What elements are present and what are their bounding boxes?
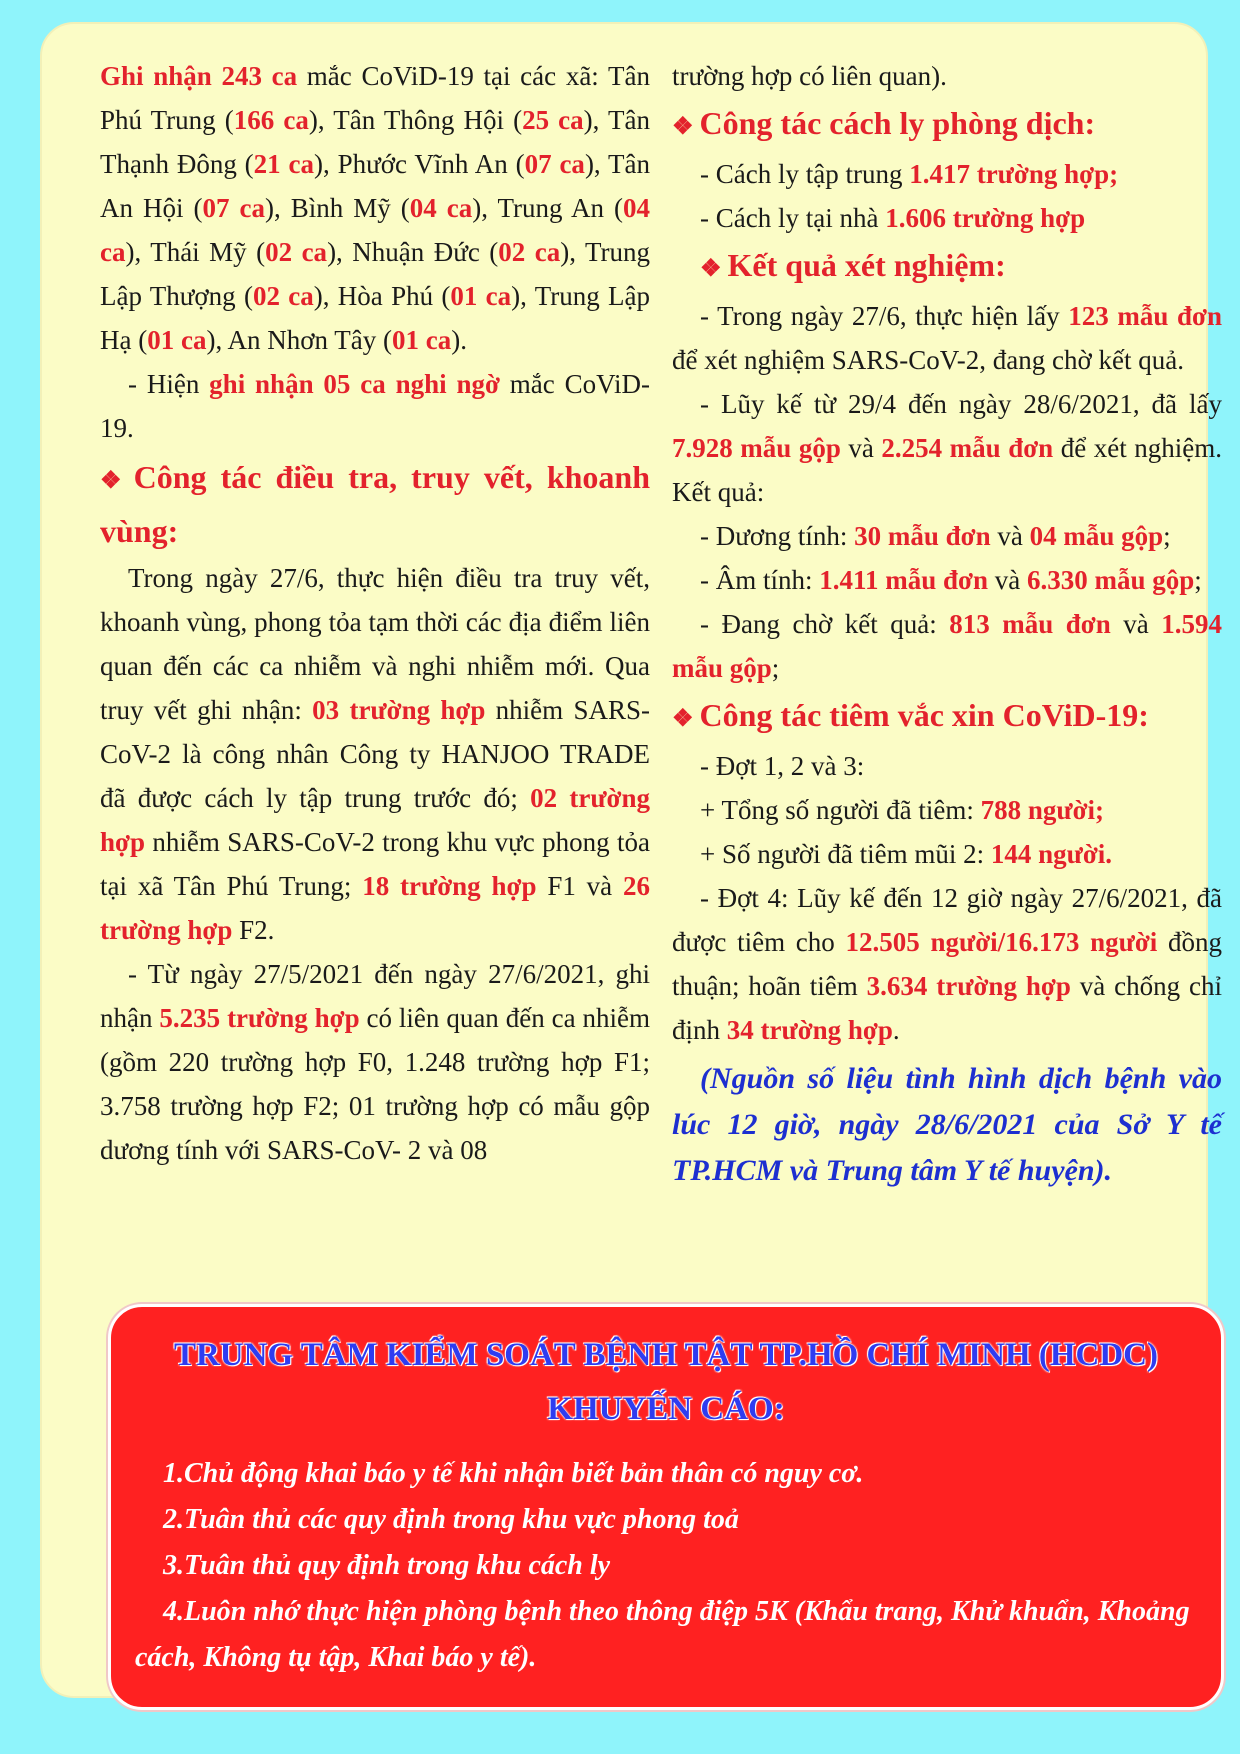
diamond-bullet-icon: ❖ — [100, 468, 128, 494]
hcdc-recommendation-box — [108, 1304, 1224, 1710]
right-column — [672, 54, 1222, 1194]
investigation-paragraph: Trong ngày 27/6, thực hiện điều tra truy vết, khoanh vùng, phong tỏa tạm thời các địa điểm liên quan đến các ca nhiễm và nghi nhiễm mới. Qua truy vết ghi nhận: 03 trường hợp nhiễm SARS-CoV-2 là công nhân Công ty HANJOO TRADE đã được cách ly tập trung trước đó; 02 trường hợp nhiễm SARS-CoV-2 trong khu vực phong tỏa tại xã Tân Phú Trung; 18 trường hợp F1 và 26 trường hợp F2. — [100, 563, 650, 945]
diamond-bullet-icon: ❖ — [700, 256, 722, 282]
content-sheet — [40, 22, 1223, 1698]
test-cumulative: - Lũy kế từ 29/4 đến ngày 28/6/2021, đã lấy 7.928 mẫu gộp và 2.254 mẫu đơn để xét nghiệm. Kết quả: — [672, 389, 1222, 507]
heading-investigation: ❖ Công tác điều tra, truy vết, khoanh vùng: — [100, 459, 651, 549]
alert-subtitle: KHUYẾN CÁO: — [547, 1391, 785, 1427]
vaccination-rounds: - Đợt 1, 2 và 3: — [700, 751, 865, 781]
alert-title: TRUNG TÂM KIỂM SOÁT BỆNH TẬT TP.HỒ CHÍ MINH (HCDC) — [173, 1337, 1159, 1373]
test-negative: - Âm tính: 1.411 mẫu đơn và 6.330 mẫu gộp; — [700, 565, 1202, 595]
cases-paragraph: Ghi nhận 243 ca mắc CoViD-19 tại các xã: Tân Phú Trung (166 ca), Tân Thông Hội (25 ca), Tân Thạnh Đông (21 ca), Phước Vĩnh An (07 ca), Tân An Hội (07 ca), Bình Mỹ (04 ca), Trung An (04 ca), Thái Mỹ (02 ca), Nhuận Đức (02 ca), Trung Lập Thượng (02 ca), Hòa Phú (01 ca), Trung Lập Hạ (01 ca), An Nhơn Tây (01 ca). — [100, 61, 651, 355]
recommendation-item: 3.Tuân thủ quy định trong khu cách ly — [163, 1550, 611, 1581]
diamond-bullet-icon: ❖ — [672, 114, 694, 140]
source-note: (Nguồn số liệu tình hình dịch bệnh vào lúc 12 giờ, ngày 28/6/2021 của Sở Y tế TP.HCM và Trung tâm Y tế huyện). — [672, 1062, 1222, 1187]
heading-vaccination: ❖ Công tác tiêm vắc xin CoViD-19: — [672, 697, 1149, 733]
recommendation-item: 2.Tuân thủ các quy định trong khu vực phong toả — [163, 1504, 739, 1535]
test-positive: - Dương tính: 30 mẫu đơn và 04 mẫu gộp; — [700, 521, 1171, 551]
heading-isolation: ❖ Công tác cách ly phòng dịch: — [672, 105, 1096, 141]
recommendation-item: 1.Chủ động khai báo y tế khi nhận biết bản thân có nguy cơ. — [163, 1458, 864, 1489]
test-today: - Trong ngày 27/6, thực hiện lấy 123 mẫu đơn để xét nghiệm SARS-CoV-2, đang chờ kết quả. — [672, 301, 1222, 375]
isolation-home: - Cách ly tại nhà 1.606 trường hợp — [700, 203, 1086, 233]
vaccination-dose2: + Số người đã tiêm mũi 2: 144 người. — [700, 839, 1113, 869]
diamond-bullet-icon: ❖ — [672, 706, 694, 732]
recommendation-item: 4.Luôn nhớ thực hiện phòng bệnh theo thông điệp 5K (Khẩu trang, Khử khuẩn, Khoảng cách, Không tụ tập, Khai báo y tế). — [135, 1596, 1190, 1673]
cumulative-paragraph: - Từ ngày 27/5/2021 đến ngày 27/6/2021, ghi nhận 5.235 trường hợp có liên quan đến ca nhiễm (gồm 220 trường hợp F0, 1.248 trường hợp F1; 3.758 trường hợp F2; 01 trường hợp có mẫu gộp dương tính với SARS-CoV- 2 và 08 — [100, 959, 650, 1165]
suspected-paragraph: - Hiện ghi nhận 05 ca nghi ngờ mắc CoViD-19. — [100, 369, 650, 443]
isolation-centralized: - Cách ly tập trung 1.417 trường hợp; — [700, 159, 1119, 189]
cases-total: Ghi nhận 243 ca — [100, 61, 298, 91]
heading-test-results: ❖ Kết quả xét nghiệm: — [700, 247, 1006, 283]
vaccination-round4: - Đợt 4: Lũy kế đến 12 giờ ngày 27/6/2021, đã được tiêm cho 12.505 người/16.173 người đồng thuận; hoãn tiêm 3.634 trường hợp và chống chỉ định 34 trường hợp. — [672, 883, 1223, 1045]
continuation-text: trường hợp có liên quan). — [672, 61, 947, 91]
test-pending: - Đang chờ kết quả: 813 mẫu đơn và 1.594 mẫu gộp; — [672, 609, 1222, 683]
vaccination-total: + Tổng số người đã tiêm: 788 người; — [700, 795, 1105, 825]
left-column — [100, 54, 650, 1172]
